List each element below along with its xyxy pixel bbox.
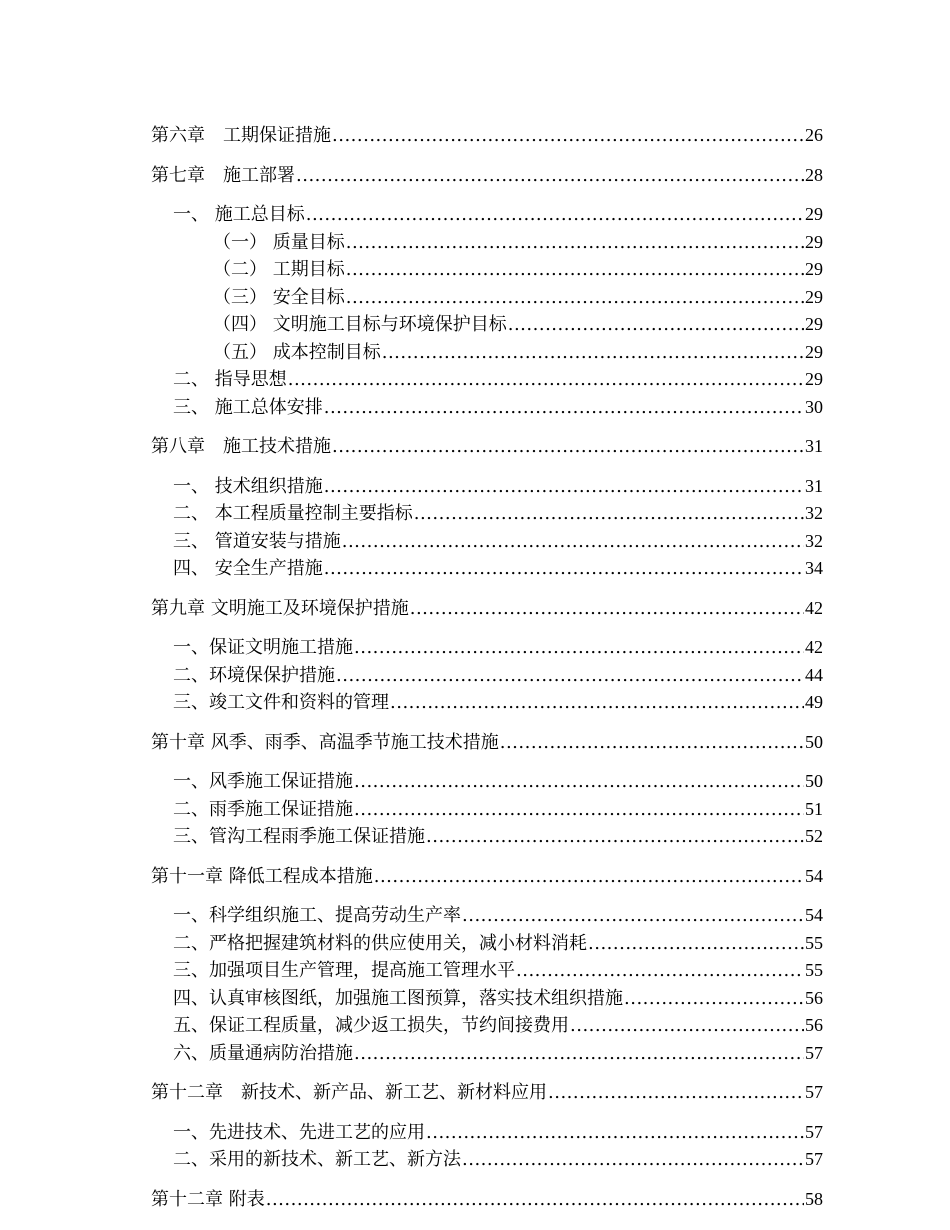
toc-entry-title: （一） 质量目标 [213, 231, 345, 253]
toc-section-entry[interactable] [151, 957, 823, 985]
toc-section-entry[interactable] [151, 796, 823, 824]
toc-section-entry[interactable] [151, 256, 823, 284]
toc-entry-title: 六、质量通病防治措施 [173, 1042, 353, 1064]
toc-entry-title: 二、 指导思想 [173, 369, 287, 390]
toc-entry-title: 第十章 风季、雨季、高温季节施工技术措施 [151, 731, 499, 753]
toc-chapter-entry[interactable] [151, 1079, 823, 1107]
toc-leader-dots [354, 797, 804, 824]
toc-page-number: 57 [805, 1042, 823, 1063]
toc-entry-title: （二） 工期目标 [213, 259, 345, 280]
toc-page-number: 55 [805, 932, 823, 953]
toc-section-entry[interactable] [151, 366, 823, 394]
toc-entry-title: 三、竣工文件和资料的管理 [173, 692, 389, 713]
toc-leader-dots [548, 1080, 804, 1107]
toc-entry-title: 三、 施工总体安排 [173, 396, 323, 418]
toc-section-entry[interactable] [151, 985, 823, 1013]
toc-section-entry[interactable] [151, 902, 823, 930]
toc-leader-dots [336, 663, 804, 690]
toc-page-number: 57 [805, 1082, 823, 1102]
toc-section-entry[interactable] [151, 555, 823, 583]
toc-leader-dots [306, 202, 804, 229]
toc-section-entry[interactable] [151, 311, 823, 339]
toc-leader-dots [354, 1041, 804, 1068]
toc-leader-dots [462, 903, 804, 930]
toc-section-entry[interactable] [151, 1012, 823, 1040]
toc-entry-title: 三、 管道安装与措施 [173, 530, 341, 552]
toc-chapter-entry[interactable] [151, 162, 823, 190]
toc-section-entry[interactable] [151, 528, 823, 556]
toc-page-number: 54 [805, 865, 823, 886]
toc-entry-title: 一、风季施工保证措施 [173, 771, 353, 792]
toc-page-number: 57 [805, 1121, 823, 1142]
toc-leader-dots [332, 434, 804, 461]
toc-section-entry[interactable] [151, 823, 823, 851]
toc-page-number: 26 [805, 125, 823, 145]
toc-entry-title: （四） 文明施工目标与环境保护目标 [213, 314, 507, 335]
toc-leader-dots [354, 635, 804, 662]
toc-entry-title: 五、保证工程质量，减少返工损失，节约间接费用 [173, 1015, 569, 1036]
toc-page-number: 29 [805, 341, 823, 362]
toc-page-number: 28 [805, 164, 823, 185]
toc-leader-dots [296, 163, 804, 190]
toc-section-entry[interactable] [151, 473, 823, 501]
toc-page-number: 31 [805, 475, 823, 496]
toc-chapter-entry[interactable] [151, 1186, 823, 1214]
toc-section-entry[interactable] [151, 394, 823, 422]
toc-leader-dots [266, 1187, 804, 1214]
toc-entry-title: 四、 安全生产措施 [173, 558, 323, 579]
toc-leader-dots [426, 824, 804, 851]
toc-section-entry[interactable] [151, 229, 823, 257]
toc-entry-title: 第十二章 附表 [151, 1188, 265, 1210]
toc-entry-title: 二、环境保保护措施 [173, 664, 335, 686]
toc-leader-dots [342, 529, 804, 556]
toc-leader-dots [288, 367, 804, 394]
toc-page-number: 54 [805, 905, 823, 925]
toc-entry-title: 第七章 施工部署 [151, 164, 295, 186]
toc-entry-title: 三、加强项目生产管理，提高施工管理水平 [173, 960, 515, 981]
toc-page-number: 49 [805, 692, 823, 712]
toc-chapter-entry[interactable] [151, 729, 823, 757]
toc-page-number: 55 [805, 960, 823, 980]
toc-section-entry[interactable] [151, 500, 823, 528]
toc-leader-dots [324, 474, 804, 501]
toc-entry-title: 第八章 施工技术措施 [151, 436, 331, 457]
toc-page-number: 32 [805, 503, 823, 523]
toc-page-number: 31 [805, 436, 823, 456]
toc-chapter-entry[interactable] [151, 122, 823, 150]
toc-entry-title: 一、先进技术、先进工艺的应用 [173, 1121, 425, 1143]
toc-page-number: 42 [805, 637, 823, 657]
toc-page-number: 34 [805, 558, 823, 578]
toc-leader-dots [624, 986, 804, 1013]
toc-page-number: 29 [805, 314, 823, 334]
toc-section-entry[interactable] [151, 634, 823, 662]
toc-section-entry[interactable] [151, 1146, 823, 1174]
toc-leader-dots [346, 285, 804, 312]
toc-leader-dots [324, 556, 804, 583]
toc-section-entry[interactable] [151, 284, 823, 312]
toc-entry-title: 第六章 工期保证措施 [151, 125, 331, 146]
toc-chapter-entry[interactable] [151, 433, 823, 461]
toc-entry-title: 二、严格把握建筑材料的供应使用关，减小材料消耗 [173, 932, 587, 954]
toc-leader-dots [588, 931, 804, 958]
toc-leader-dots [324, 395, 804, 422]
toc-page-number: 57 [805, 1149, 823, 1169]
toc-page-number: 56 [805, 987, 823, 1008]
toc-section-entry[interactable] [151, 662, 823, 690]
toc-page-number: 52 [805, 826, 823, 846]
toc-entry-title: 第九章 文明施工及环境保护措施 [151, 597, 409, 619]
toc-page-number: 56 [805, 1015, 823, 1035]
toc-section-entry[interactable] [151, 1040, 823, 1068]
toc-entry-title: 四、认真审核图纸，加强施工图预算，落实技术组织措施 [173, 987, 623, 1009]
toc-entry-title: 第十二章 新技术、新产品、新工艺、新材料应用 [151, 1082, 547, 1103]
toc-page-number: 58 [805, 1188, 823, 1209]
toc-entry-title: 一、保证文明施工措施 [173, 637, 353, 658]
toc-entry-title: 三、管沟工程雨季施工保证措施 [173, 826, 425, 847]
toc-page-number: 29 [805, 204, 823, 224]
toc-section-entry[interactable] [151, 1119, 823, 1147]
toc-chapter-entry[interactable] [151, 595, 823, 623]
toc-leader-dots [346, 257, 804, 284]
toc-page-number: 29 [805, 286, 823, 307]
toc-entry-title: 第十一章 降低工程成本措施 [151, 865, 373, 887]
toc-page-number: 50 [805, 771, 823, 791]
toc-page-number: 29 [805, 231, 823, 252]
toc-leader-dots [516, 958, 804, 985]
toc-entry-title: 一、 施工总目标 [173, 204, 305, 225]
toc-leader-dots [354, 769, 804, 796]
toc-chapter-entry[interactable] [151, 863, 823, 891]
toc-section-entry[interactable] [151, 339, 823, 367]
toc-leader-dots [570, 1013, 804, 1040]
toc-page-number: 44 [805, 664, 823, 685]
toc-page-number: 51 [805, 798, 823, 819]
toc-section-entry[interactable] [151, 930, 823, 958]
toc-section-entry[interactable] [151, 768, 823, 796]
toc-page-number: 29 [805, 369, 823, 389]
toc-entry-title: 二、采用的新技术、新工艺、新方法 [173, 1149, 461, 1170]
toc-section-entry[interactable] [151, 201, 823, 229]
toc-page-number: 30 [805, 396, 823, 417]
toc-section-entry[interactable] [151, 689, 823, 717]
toc-leader-dots [374, 864, 804, 891]
toc-leader-dots [382, 340, 804, 367]
toc-page-number: 32 [805, 530, 823, 551]
toc-entry-title: 一、科学组织施工、提高劳动生产率 [173, 905, 461, 926]
toc-leader-dots [462, 1147, 804, 1174]
toc-leader-dots [414, 501, 804, 528]
toc-leader-dots [426, 1120, 804, 1147]
toc-leader-dots [410, 596, 804, 623]
toc-entry-title: （五） 成本控制目标 [213, 341, 381, 363]
toc-entry-title: 二、雨季施工保证措施 [173, 798, 353, 820]
toc-entry-title: （三） 安全目标 [213, 286, 345, 308]
toc-page-number: 50 [805, 731, 823, 752]
toc-leader-dots [346, 230, 804, 257]
toc-leader-dots [508, 312, 804, 339]
table-of-contents [151, 122, 823, 1213]
toc-page-number: 29 [805, 259, 823, 279]
toc-entry-title: 一、 技术组织措施 [173, 475, 323, 497]
toc-leader-dots [390, 690, 804, 717]
toc-page-number: 42 [805, 597, 823, 618]
toc-leader-dots [332, 123, 804, 150]
toc-leader-dots [500, 730, 804, 757]
toc-entry-title: 二、 本工程质量控制主要指标 [173, 503, 413, 524]
